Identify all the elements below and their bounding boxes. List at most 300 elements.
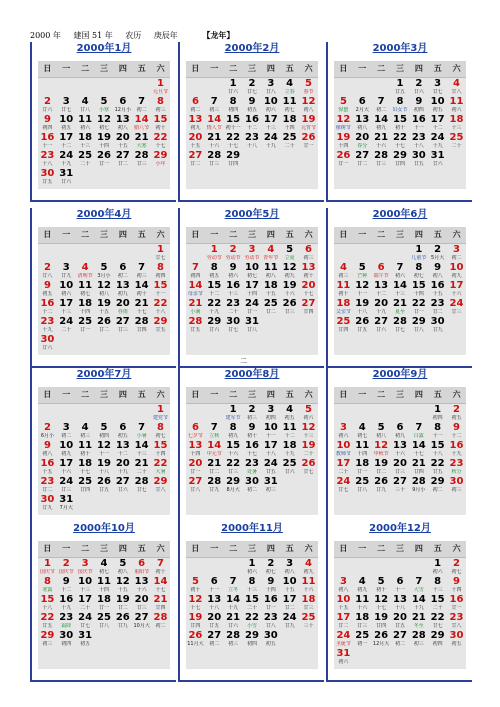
day-cell[interactable] — [353, 150, 372, 168]
day-cell[interactable] — [447, 78, 466, 96]
day-cell[interactable] — [132, 298, 151, 316]
day-cell[interactable] — [76, 458, 95, 476]
day-cell[interactable] — [280, 280, 299, 298]
day-cell[interactable] — [186, 316, 205, 334]
day-cell[interactable] — [243, 612, 262, 630]
day-cell[interactable] — [428, 630, 447, 648]
day-cell[interactable] — [334, 96, 353, 114]
day-cell[interactable] — [76, 594, 95, 612]
day-cell[interactable] — [428, 316, 447, 334]
day-cell[interactable] — [57, 168, 76, 186]
day-cell[interactable] — [299, 280, 318, 298]
day-cell[interactable] — [151, 558, 170, 576]
day-cell[interactable] — [261, 78, 280, 96]
day-cell[interactable] — [151, 244, 170, 262]
month-title[interactable]: 2000年10月 — [73, 523, 135, 534]
day-cell[interactable] — [76, 576, 95, 594]
day-cell[interactable] — [447, 422, 466, 440]
day-cell[interactable] — [391, 132, 410, 150]
day-cell[interactable] — [132, 440, 151, 458]
day-cell[interactable] — [372, 280, 391, 298]
day-cell[interactable] — [224, 132, 243, 150]
day-cell[interactable] — [76, 132, 95, 150]
day-cell[interactable] — [76, 612, 95, 630]
day-cell[interactable] — [353, 630, 372, 648]
day-cell[interactable] — [151, 150, 170, 168]
day-cell[interactable] — [132, 422, 151, 440]
day-cell[interactable] — [95, 558, 114, 576]
day-cell[interactable] — [353, 280, 372, 298]
day-cell[interactable] — [95, 612, 114, 630]
day-cell[interactable] — [261, 262, 280, 280]
day-cell[interactable] — [113, 576, 132, 594]
day-cell[interactable] — [280, 262, 299, 280]
day-cell[interactable] — [261, 132, 280, 150]
day-cell[interactable] — [280, 594, 299, 612]
day-cell[interactable] — [447, 476, 466, 494]
day-cell[interactable] — [38, 150, 57, 168]
day-cell[interactable] — [186, 262, 205, 280]
day-cell[interactable] — [447, 96, 466, 114]
day-cell[interactable] — [372, 298, 391, 316]
day-cell[interactable] — [428, 298, 447, 316]
day-cell[interactable] — [186, 114, 205, 132]
day-cell[interactable] — [447, 576, 466, 594]
day-cell[interactable] — [447, 298, 466, 316]
day-cell[interactable] — [132, 262, 151, 280]
day-cell[interactable] — [334, 440, 353, 458]
day-cell[interactable] — [280, 404, 299, 422]
day-cell[interactable] — [38, 316, 57, 334]
day-cell[interactable] — [243, 132, 262, 150]
day-cell[interactable] — [428, 594, 447, 612]
day-cell[interactable] — [280, 96, 299, 114]
day-cell[interactable] — [334, 262, 353, 280]
day-cell[interactable] — [132, 612, 151, 630]
day-cell[interactable] — [334, 630, 353, 648]
day-cell[interactable] — [38, 630, 57, 648]
day-cell[interactable] — [428, 612, 447, 630]
day-cell[interactable] — [76, 476, 95, 494]
day-cell[interactable] — [76, 298, 95, 316]
day-cell[interactable] — [57, 558, 76, 576]
day-cell[interactable] — [113, 132, 132, 150]
day-cell[interactable] — [447, 262, 466, 280]
day-cell[interactable] — [224, 630, 243, 648]
day-cell[interactable] — [391, 316, 410, 334]
day-cell[interactable] — [353, 440, 372, 458]
day-cell[interactable] — [57, 96, 76, 114]
day-cell[interactable] — [186, 576, 205, 594]
day-cell[interactable] — [113, 150, 132, 168]
day-cell[interactable] — [409, 78, 428, 96]
day-cell[interactable] — [409, 630, 428, 648]
day-cell[interactable] — [428, 440, 447, 458]
day-cell[interactable] — [334, 114, 353, 132]
day-cell[interactable] — [428, 558, 447, 576]
day-cell[interactable] — [113, 262, 132, 280]
day-cell[interactable] — [57, 630, 76, 648]
day-cell[interactable] — [372, 612, 391, 630]
day-cell[interactable] — [132, 316, 151, 334]
day-cell[interactable] — [353, 422, 372, 440]
day-cell[interactable] — [243, 576, 262, 594]
day-cell[interactable] — [57, 494, 76, 512]
day-cell[interactable] — [95, 96, 114, 114]
day-cell[interactable] — [186, 150, 205, 168]
day-cell[interactable] — [372, 440, 391, 458]
day-cell[interactable] — [428, 262, 447, 280]
day-cell[interactable] — [261, 298, 280, 316]
day-cell[interactable] — [224, 612, 243, 630]
month-title[interactable]: 2000年11月 — [221, 523, 283, 534]
day-cell[interactable] — [299, 96, 318, 114]
day-cell[interactable] — [38, 440, 57, 458]
day-cell[interactable] — [391, 114, 410, 132]
day-cell[interactable] — [205, 132, 224, 150]
day-cell[interactable] — [299, 298, 318, 316]
day-cell[interactable] — [57, 576, 76, 594]
day-cell[interactable] — [57, 458, 76, 476]
day-cell[interactable] — [186, 280, 205, 298]
day-cell[interactable] — [334, 132, 353, 150]
day-cell[interactable] — [205, 422, 224, 440]
day-cell[interactable] — [205, 594, 224, 612]
day-cell[interactable] — [38, 576, 57, 594]
day-cell[interactable] — [224, 404, 243, 422]
day-cell[interactable] — [113, 440, 132, 458]
day-cell[interactable] — [151, 612, 170, 630]
day-cell[interactable] — [38, 594, 57, 612]
day-cell[interactable] — [447, 458, 466, 476]
day-cell[interactable] — [57, 476, 76, 494]
day-cell[interactable] — [243, 458, 262, 476]
day-cell[interactable] — [447, 244, 466, 262]
day-cell[interactable] — [57, 298, 76, 316]
day-cell[interactable] — [243, 440, 262, 458]
day-cell[interactable] — [299, 132, 318, 150]
day-cell[interactable] — [76, 262, 95, 280]
day-cell[interactable] — [428, 458, 447, 476]
day-cell[interactable] — [132, 150, 151, 168]
day-cell[interactable] — [243, 630, 262, 648]
day-cell[interactable] — [186, 594, 205, 612]
day-cell[interactable] — [76, 96, 95, 114]
day-cell[interactable] — [299, 612, 318, 630]
day-cell[interactable] — [409, 594, 428, 612]
day-cell[interactable] — [334, 458, 353, 476]
day-cell[interactable] — [299, 576, 318, 594]
day-cell[interactable] — [205, 244, 224, 262]
day-cell[interactable] — [243, 262, 262, 280]
day-cell[interactable] — [391, 422, 410, 440]
day-cell[interactable] — [57, 422, 76, 440]
day-cell[interactable] — [353, 96, 372, 114]
day-cell[interactable] — [151, 316, 170, 334]
month-title[interactable]: 2000年8月 — [224, 369, 280, 380]
day-cell[interactable] — [261, 422, 280, 440]
day-cell[interactable] — [113, 558, 132, 576]
day-cell[interactable] — [151, 114, 170, 132]
day-cell[interactable] — [151, 78, 170, 96]
day-cell[interactable] — [280, 458, 299, 476]
day-cell[interactable] — [132, 458, 151, 476]
day-cell[interactable] — [428, 422, 447, 440]
day-cell[interactable] — [57, 262, 76, 280]
day-cell[interactable] — [132, 96, 151, 114]
day-cell[interactable] — [38, 494, 57, 512]
day-cell[interactable] — [57, 440, 76, 458]
day-cell[interactable] — [261, 612, 280, 630]
day-cell[interactable] — [447, 558, 466, 576]
day-cell[interactable] — [205, 316, 224, 334]
day-cell[interactable] — [353, 298, 372, 316]
day-cell[interactable] — [391, 476, 410, 494]
day-cell[interactable] — [38, 334, 57, 352]
day-cell[interactable] — [409, 244, 428, 262]
day-cell[interactable] — [299, 114, 318, 132]
day-cell[interactable] — [409, 150, 428, 168]
day-cell[interactable] — [280, 422, 299, 440]
day-cell[interactable] — [132, 558, 151, 576]
day-cell[interactable] — [243, 244, 262, 262]
day-cell[interactable] — [372, 262, 391, 280]
day-cell[interactable] — [372, 630, 391, 648]
day-cell[interactable] — [409, 612, 428, 630]
day-cell[interactable] — [299, 458, 318, 476]
day-cell[interactable] — [224, 422, 243, 440]
day-cell[interactable] — [205, 612, 224, 630]
day-cell[interactable] — [353, 114, 372, 132]
day-cell[interactable] — [151, 458, 170, 476]
day-cell[interactable] — [261, 476, 280, 494]
day-cell[interactable] — [243, 316, 262, 334]
day-cell[interactable] — [57, 316, 76, 334]
day-cell[interactable] — [353, 458, 372, 476]
day-cell[interactable] — [205, 150, 224, 168]
day-cell[interactable] — [38, 476, 57, 494]
day-cell[interactable] — [409, 422, 428, 440]
day-cell[interactable] — [243, 404, 262, 422]
day-cell[interactable] — [280, 244, 299, 262]
day-cell[interactable] — [447, 132, 466, 150]
day-cell[interactable] — [151, 440, 170, 458]
day-cell[interactable] — [151, 576, 170, 594]
day-cell[interactable] — [409, 262, 428, 280]
day-cell[interactable] — [57, 114, 76, 132]
day-cell[interactable] — [391, 630, 410, 648]
day-cell[interactable] — [391, 440, 410, 458]
day-cell[interactable] — [261, 280, 280, 298]
day-cell[interactable] — [428, 280, 447, 298]
day-cell[interactable] — [243, 594, 262, 612]
day-cell[interactable] — [76, 316, 95, 334]
day-cell[interactable] — [224, 594, 243, 612]
day-cell[interactable] — [428, 132, 447, 150]
day-cell[interactable] — [243, 476, 262, 494]
day-cell[interactable] — [132, 576, 151, 594]
day-cell[interactable] — [38, 114, 57, 132]
day-cell[interactable] — [299, 404, 318, 422]
day-cell[interactable] — [334, 648, 353, 666]
day-cell[interactable] — [224, 440, 243, 458]
day-cell[interactable] — [95, 440, 114, 458]
day-cell[interactable] — [132, 594, 151, 612]
day-cell[interactable] — [391, 96, 410, 114]
day-cell[interactable] — [428, 150, 447, 168]
day-cell[interactable] — [353, 262, 372, 280]
day-cell[interactable] — [261, 630, 280, 648]
day-cell[interactable] — [224, 316, 243, 334]
day-cell[interactable] — [57, 612, 76, 630]
day-cell[interactable] — [38, 422, 57, 440]
day-cell[interactable] — [409, 280, 428, 298]
day-cell[interactable] — [38, 280, 57, 298]
day-cell[interactable] — [409, 298, 428, 316]
day-cell[interactable] — [76, 422, 95, 440]
month-title[interactable]: 2000年2月 — [224, 43, 280, 54]
day-cell[interactable] — [428, 78, 447, 96]
day-cell[interactable] — [261, 440, 280, 458]
day-cell[interactable] — [151, 298, 170, 316]
day-cell[interactable] — [151, 476, 170, 494]
day-cell[interactable] — [132, 280, 151, 298]
day-cell[interactable] — [372, 114, 391, 132]
day-cell[interactable] — [334, 576, 353, 594]
day-cell[interactable] — [38, 96, 57, 114]
day-cell[interactable] — [372, 422, 391, 440]
day-cell[interactable] — [334, 422, 353, 440]
day-cell[interactable] — [151, 96, 170, 114]
day-cell[interactable] — [132, 114, 151, 132]
day-cell[interactable] — [353, 576, 372, 594]
day-cell[interactable] — [261, 576, 280, 594]
day-cell[interactable] — [243, 422, 262, 440]
day-cell[interactable] — [95, 298, 114, 316]
day-cell[interactable] — [95, 576, 114, 594]
day-cell[interactable] — [151, 262, 170, 280]
day-cell[interactable] — [299, 594, 318, 612]
day-cell[interactable] — [243, 78, 262, 96]
day-cell[interactable] — [299, 262, 318, 280]
day-cell[interactable] — [299, 422, 318, 440]
day-cell[interactable] — [224, 280, 243, 298]
day-cell[interactable] — [186, 298, 205, 316]
day-cell[interactable] — [57, 132, 76, 150]
day-cell[interactable] — [95, 422, 114, 440]
day-cell[interactable] — [224, 458, 243, 476]
day-cell[interactable] — [224, 244, 243, 262]
day-cell[interactable] — [391, 298, 410, 316]
month-title[interactable]: 2000年7月 — [76, 369, 132, 380]
day-cell[interactable] — [372, 316, 391, 334]
day-cell[interactable] — [334, 150, 353, 168]
day-cell[interactable] — [428, 114, 447, 132]
month-title[interactable]: 2000年4月 — [76, 209, 132, 220]
day-cell[interactable] — [409, 96, 428, 114]
day-cell[interactable] — [353, 594, 372, 612]
day-cell[interactable] — [38, 168, 57, 186]
day-cell[interactable] — [299, 244, 318, 262]
day-cell[interactable] — [243, 558, 262, 576]
day-cell[interactable] — [38, 458, 57, 476]
day-cell[interactable] — [186, 132, 205, 150]
day-cell[interactable] — [186, 630, 205, 648]
month-title[interactable]: 2000年5月 — [224, 209, 280, 220]
day-cell[interactable] — [428, 96, 447, 114]
day-cell[interactable] — [76, 150, 95, 168]
day-cell[interactable] — [113, 458, 132, 476]
day-cell[interactable] — [447, 404, 466, 422]
day-cell[interactable] — [224, 78, 243, 96]
day-cell[interactable] — [113, 476, 132, 494]
day-cell[interactable] — [280, 440, 299, 458]
day-cell[interactable] — [409, 576, 428, 594]
day-cell[interactable] — [205, 262, 224, 280]
day-cell[interactable] — [224, 476, 243, 494]
day-cell[interactable] — [76, 114, 95, 132]
day-cell[interactable] — [151, 132, 170, 150]
day-cell[interactable] — [391, 458, 410, 476]
day-cell[interactable] — [243, 114, 262, 132]
day-cell[interactable] — [280, 612, 299, 630]
day-cell[interactable] — [447, 630, 466, 648]
day-cell[interactable] — [224, 114, 243, 132]
day-cell[interactable] — [334, 316, 353, 334]
day-cell[interactable] — [113, 612, 132, 630]
day-cell[interactable] — [113, 298, 132, 316]
day-cell[interactable] — [261, 114, 280, 132]
day-cell[interactable] — [391, 280, 410, 298]
month-title[interactable]: 2000年12月 — [369, 523, 431, 534]
day-cell[interactable] — [151, 404, 170, 422]
day-cell[interactable] — [205, 298, 224, 316]
day-cell[interactable] — [353, 132, 372, 150]
day-cell[interactable] — [391, 262, 410, 280]
day-cell[interactable] — [38, 132, 57, 150]
day-cell[interactable] — [391, 78, 410, 96]
day-cell[interactable] — [205, 280, 224, 298]
day-cell[interactable] — [132, 476, 151, 494]
day-cell[interactable] — [186, 440, 205, 458]
month-title[interactable]: 2000年1月 — [76, 43, 132, 54]
day-cell[interactable] — [205, 114, 224, 132]
day-cell[interactable] — [38, 298, 57, 316]
day-cell[interactable] — [299, 440, 318, 458]
day-cell[interactable] — [299, 558, 318, 576]
day-cell[interactable] — [205, 96, 224, 114]
day-cell[interactable] — [76, 440, 95, 458]
day-cell[interactable] — [95, 132, 114, 150]
day-cell[interactable] — [280, 78, 299, 96]
day-cell[interactable] — [261, 96, 280, 114]
day-cell[interactable] — [186, 458, 205, 476]
day-cell[interactable] — [95, 458, 114, 476]
day-cell[interactable] — [243, 96, 262, 114]
day-cell[interactable] — [372, 476, 391, 494]
day-cell[interactable] — [95, 476, 114, 494]
day-cell[interactable] — [151, 594, 170, 612]
day-cell[interactable] — [205, 576, 224, 594]
month-title[interactable]: 2000年3月 — [372, 43, 428, 54]
day-cell[interactable] — [334, 298, 353, 316]
day-cell[interactable] — [224, 150, 243, 168]
month-title[interactable]: 2000年6月 — [372, 209, 428, 220]
day-cell[interactable] — [280, 114, 299, 132]
day-cell[interactable] — [76, 558, 95, 576]
day-cell[interactable] — [428, 404, 447, 422]
day-cell[interactable] — [132, 132, 151, 150]
